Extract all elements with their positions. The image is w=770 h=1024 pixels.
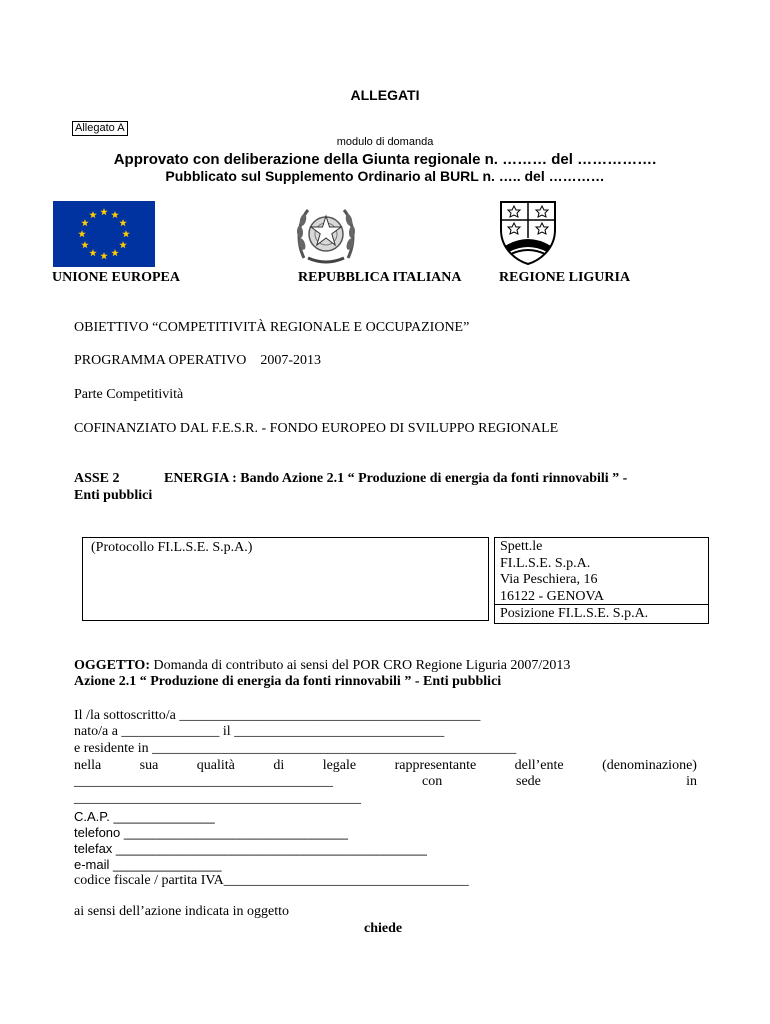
sottoscritto-field[interactable]: Il /la sottoscritto/a ___________________________________________: [74, 708, 481, 723]
residente-field[interactable]: e residente in ____________________________________________________: [74, 741, 517, 756]
oggetto-text: Domanda di contributo ai sensi del POR CRO Regione Liguria 2007/2013: [149, 658, 571, 673]
allegato-label: Allegato A: [72, 121, 128, 136]
asse-label: ASSE 2: [74, 471, 120, 486]
cofinanziato-line: COFINANZIATO DAL F.E.S.R. - FONDO EUROPEO DI SVILUPPO REGIONALE: [74, 421, 559, 436]
energia-line-1: ENERGIA : Bando Azione 2.1 “ Produzione di energia da fonti rinnovabili ” -: [164, 471, 628, 486]
nella-qualita-line: [74, 758, 697, 774]
nella-word: rappresentante: [394, 758, 477, 773]
parte-line: Parte Competitività: [74, 387, 184, 402]
azione-line: Azione 2.1 “ Produzione di energia da fonti rinnovabili ” - Enti pubblici: [74, 674, 502, 689]
programma-label: PROGRAMMA OPERATIVO: [74, 353, 247, 368]
protocollo-box: [82, 537, 489, 621]
address-line: 16122 - GENOVA: [500, 589, 604, 604]
page-title: ALLEGATI: [350, 87, 420, 103]
obiettivo-line: OBIETTIVO “COMPETITIVITÀ REGIONALE E OCCUPAZIONE”: [74, 320, 470, 335]
pubblicato-line: Pubblicato sul Supplemento Ordinario al BURL n. ….. del …………: [165, 168, 605, 184]
oggetto-line: [74, 658, 570, 674]
energia-line-2: Enti pubblici: [74, 488, 153, 503]
address-divider: [495, 604, 708, 605]
con-word: con: [422, 774, 443, 789]
italy-label: REPUBBLICA ITALIANA: [298, 270, 462, 285]
telefono-field[interactable]: telefono _______________________________: [74, 825, 349, 840]
liguria-emblem-icon: [497, 198, 559, 266]
posizione-label: Posizione FI.L.S.E. S.p.A.: [500, 606, 649, 621]
nella-word: (denominazione): [602, 758, 697, 773]
modulo-subtitle: modulo di domanda: [336, 136, 434, 148]
italian-emblem-icon: [294, 200, 358, 266]
programma-years: 2007-2013: [260, 353, 321, 368]
nella-word: sua: [139, 758, 159, 773]
eu-label: UNIONE EUROPEA: [52, 270, 180, 285]
nella-word: legale: [322, 758, 357, 773]
cap-field[interactable]: C.A.P. ______________: [74, 809, 215, 824]
nella-word: dell’ente: [514, 758, 564, 773]
in-word: in: [686, 774, 697, 789]
codice-fiscale-field[interactable]: codice fiscale / partita IVA___________________________________: [74, 873, 469, 888]
sede-word: sede: [516, 774, 541, 789]
nella-word: nella: [74, 758, 102, 773]
address-line: Spett.le: [500, 539, 543, 554]
protocollo-label: (Protocollo FI.L.S.E. S.p.A.): [91, 540, 253, 555]
programma-line: [74, 353, 321, 369]
nella-word: di: [273, 758, 285, 773]
email-field[interactable]: e-mail _______________: [74, 857, 222, 872]
eu-flag-icon: [53, 201, 155, 267]
ai-sensi-line: ai sensi dell’azione indicata in oggetto: [74, 904, 289, 919]
address-line: FI.L.S.E. S.p.A.: [500, 556, 591, 571]
sede-field[interactable]: _________________________________________: [74, 791, 361, 806]
nella-word: qualità: [196, 758, 235, 773]
liguria-label: REGIONE LIGURIA: [499, 270, 631, 285]
approvato-line: Approvato con deliberazione della Giunta regionale n. ……… del …………….: [113, 151, 657, 168]
telefax-field[interactable]: telefax ___________________________________________: [74, 841, 427, 856]
address-box: [494, 537, 709, 624]
oggetto-label: OGGETTO:: [74, 658, 150, 673]
address-line: Via Peschiera, 16: [500, 572, 598, 587]
nato-field[interactable]: nato/a a ______________ il ______________________________: [74, 724, 445, 739]
denominazione-field[interactable]: _____________________________________: [74, 774, 333, 789]
chiede-heading: chiede: [364, 921, 403, 936]
